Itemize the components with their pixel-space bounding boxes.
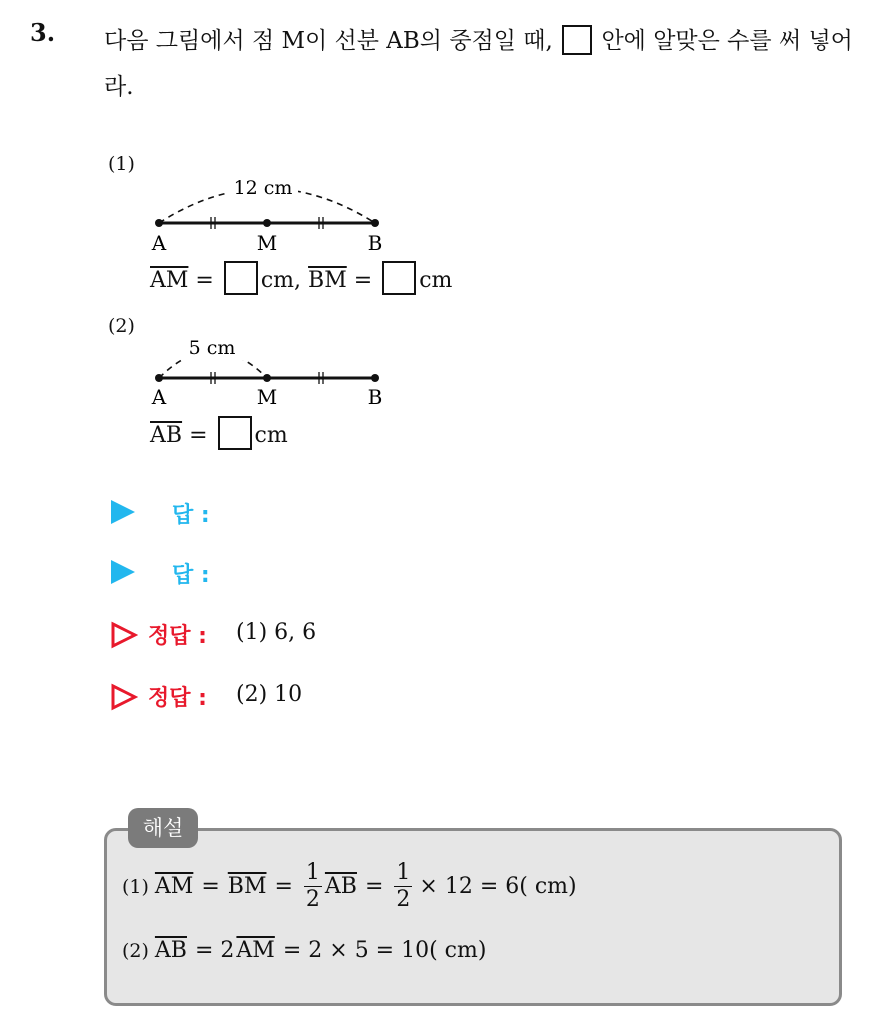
equals-two: = 2 — [194, 938, 235, 963]
fraction-denominator: 2 — [305, 887, 320, 912]
seg-am: $\overline{AM}$ — [154, 874, 194, 899]
solution-line2-label: (2) — [122, 939, 149, 962]
part2-label: (2) — [108, 315, 135, 337]
equals-sign: = — [195, 268, 214, 293]
solution-line-1 — [122, 862, 577, 911]
blank-box-icon — [562, 25, 592, 55]
part2-label-a: A — [151, 385, 167, 409]
solution-line2-result: = 2 × 5 = 10( cm) — [282, 938, 487, 963]
part1-label-m: M — [256, 231, 278, 255]
play-arrow-icon — [111, 560, 135, 584]
unit-cm: cm — [419, 268, 453, 293]
seg-ab: $\overline{AB}$ — [154, 938, 187, 963]
part2-label-m: M — [256, 385, 278, 409]
part1-point-b — [371, 219, 379, 227]
answer-blank-ab[interactable] — [218, 416, 252, 450]
question-text-part1: 다음 그림에서 점 M이 선분 AB의 중점일 때, — [104, 28, 553, 54]
part1-label: (1) — [108, 153, 135, 175]
seg-bm: $\overline{BM}$ — [227, 874, 267, 899]
part2-label-b: B — [367, 385, 383, 409]
answer-blank-bm[interactable] — [382, 261, 416, 295]
equals-sign: = — [274, 874, 293, 899]
equals-sign: = — [201, 874, 220, 899]
solution-tag: 해설 — [128, 808, 198, 848]
unit-cm: cm, — [260, 268, 302, 293]
solution-panel — [104, 828, 842, 1006]
part2-point-m — [263, 374, 271, 382]
question-number: 3. — [30, 18, 56, 47]
answer-label-1: 답 : — [172, 503, 210, 528]
part1-equation — [150, 261, 452, 295]
solution-line1-label: (1) — [122, 875, 149, 898]
answer-row-2[interactable] — [111, 560, 135, 584]
solution-line-2 — [122, 938, 486, 963]
answer-label-2: 답 : — [172, 563, 210, 588]
part2-point-b — [371, 374, 379, 382]
seg-bm: $\overline{BM}$ — [308, 268, 347, 293]
fraction-half — [394, 862, 412, 911]
part1-point-a — [155, 219, 163, 227]
outline-triangle-icon — [110, 683, 138, 711]
part2-distance-label: 5 cm — [188, 337, 236, 359]
equals-sign: = — [364, 874, 384, 899]
part1-label-a: A — [151, 231, 167, 255]
solution-line1-result: × 12 = 6( cm) — [419, 874, 577, 899]
correct-value-2: (2) 10 — [236, 682, 303, 707]
correct-label-2: 정답 : — [148, 686, 207, 711]
question-text — [104, 18, 864, 110]
part1-distance-label: 12 cm — [233, 177, 293, 199]
seg-am: $\overline{AM}$ — [150, 268, 189, 293]
equals-sign: = — [189, 423, 208, 448]
part2-equation — [150, 416, 288, 450]
correct-label-1: 정답 : — [148, 624, 207, 649]
answer-blank-am[interactable] — [224, 261, 258, 295]
part1-point-m — [263, 219, 271, 227]
fraction-numerator: 1 — [396, 860, 411, 885]
part1-diagram — [148, 170, 398, 260]
part2-diagram — [148, 330, 398, 415]
play-arrow-icon — [111, 500, 135, 524]
outline-triangle-icon — [110, 621, 138, 649]
fraction-numerator: 1 — [305, 860, 320, 885]
answer-row-1[interactable] — [111, 500, 135, 524]
correct-value-1: (1) 6, 6 — [236, 620, 317, 645]
equals-sign: = — [353, 268, 373, 293]
seg-ab: $\overline{AB}$ — [324, 874, 357, 899]
fraction-half — [304, 862, 322, 911]
part2-point-a — [155, 374, 163, 382]
seg-am: $\overline{AM}$ — [236, 938, 275, 963]
question-text-part2: 안에 알맞은 수를 써 넣어라. — [104, 28, 853, 100]
unit-cm: cm — [254, 423, 288, 448]
seg-ab: $\overline{AB}$ — [150, 423, 183, 448]
fraction-denominator: 2 — [396, 887, 411, 912]
part1-label-b: B — [367, 231, 383, 255]
